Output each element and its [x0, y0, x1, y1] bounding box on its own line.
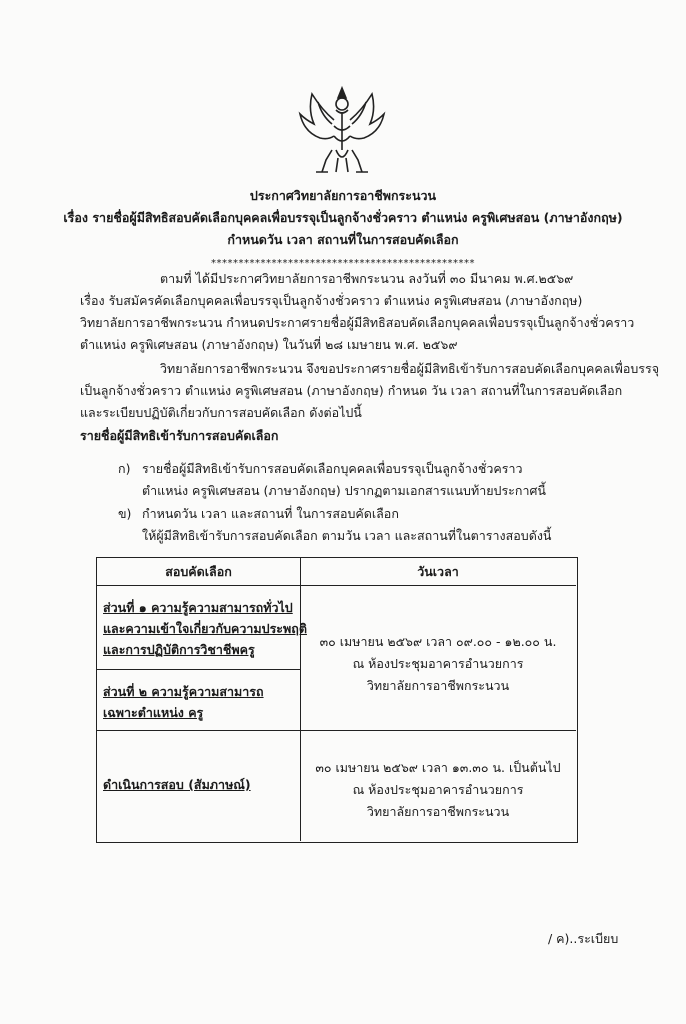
- item-a-line1: รายชื่อผู้มีสิทธิเข้ารับการสอบคัดเลือกบุคคลเพื่อบรรจุเป็นลูกจ้างชั่วคราว: [142, 461, 523, 476]
- schedule2-room: ณ ห้องประชุมอาคารอำนวยการ: [352, 782, 524, 797]
- paragraph2-line1: วิทยาลัยการอาชีพกระนวน จึงขอประกาศรายชื่อผู้มีสิทธิเข้ารับการสอบคัดเลือกบุคคลเพื่อบรรจุ: [160, 361, 660, 376]
- schedule1-place: วิทยาลัยการอาชีพกระนวน: [366, 678, 510, 693]
- exam-schedule-table: [96, 557, 578, 843]
- paragraph1-line4: ตำแหน่ง ครูพิเศษสอน (ภาษาอังกฤษ) ในวันที่ ๒๘ เมษายน พ.ศ. ๒๕๖๙: [80, 337, 458, 352]
- separator: ************************************************: [211, 258, 475, 269]
- item-b-line2: ให้ผู้มีสิทธิเข้ารับการสอบคัดเลือก ตามวัน เวลา และสถานที่ในตารางสอบดังนี้: [142, 528, 552, 543]
- announcement-title: ประกาศวิทยาลัยการอาชีพกระนวน: [249, 188, 437, 203]
- schedule2-date: ๓๐ เมษายน ๒๕๖๙ เวลา ๑๓.๓๐ น. เป็นต้นไป: [315, 760, 561, 775]
- paragraph2-line3: และระเบียบปฏิบัติเกี่ยวกับการสอบคัดเลือก ดังต่อไปนี้: [80, 405, 362, 420]
- footer-continuation-note: / ค)..ระเบียบ: [548, 931, 619, 946]
- table-header-datetime: วันเวลา: [417, 564, 459, 579]
- garuda-emblem-icon: [292, 80, 392, 180]
- item-b-marker: ข): [118, 506, 132, 521]
- table-row-divider: [97, 730, 576, 731]
- paragraph2-line2: เป็นลูกจ้างชั่วคราว ตำแหน่ง ครูพิเศษสอน (ภาษาอังกฤษ) กำหนด วัน เวลา สถานที่ในการสอบคัดเลือก: [80, 383, 623, 398]
- schedule1-date: ๓๐ เมษายน ๒๕๖๙ เวลา ๐๙.๐๐ - ๑๒.๐๐ น.: [319, 634, 557, 649]
- announcement-subject: เรื่อง รายชื่อผู้มีสิทธิสอบคัดเลือกบุคคลเพื่อบรรจุเป็นลูกจ้างชั่วคราว ตำแหน่ง ครูพิเศษสอน (ภาษาอังกฤษ): [63, 210, 623, 225]
- table-header-divider: [97, 585, 576, 586]
- part2-line2: เฉพาะตำแหน่ง ครู: [103, 705, 204, 720]
- paragraph1-line2: เรื่อง รับสมัครคัดเลือกบุคคลเพื่อบรรจุเป็นลูกจ้างชั่วคราว ตำแหน่ง ครูพิเศษสอน (ภาษาอังกฤษ): [80, 293, 583, 308]
- section-heading: รายชื่อผู้มีสิทธิเข้ารับการสอบคัดเลือก: [80, 428, 279, 443]
- table-header-exam: สอบคัดเลือก: [165, 564, 232, 579]
- announcement-subtitle: กำหนดวัน เวลา สถานที่ในการสอบคัดเลือก: [227, 232, 459, 247]
- schedule2-place: วิทยาลัยการอาชีพกระนวน: [366, 804, 510, 819]
- part1-line3: และการปฏิบัติการวิชาชีพครู: [103, 642, 255, 657]
- item-a-line2: ตำแหน่ง ครูพิเศษสอน (ภาษาอังกฤษ) ปรากฏตามเอกสารแนบท้ายประกาศนี้: [142, 483, 546, 498]
- schedule1-room: ณ ห้องประชุมอาคารอำนวยการ: [352, 656, 524, 671]
- paragraph1-line1: ตามที่ ได้มีประกาศวิทยาลัยการอาชีพกระนวน ลงวันที่ ๓๐ มีนาคม พ.ศ.๒๕๖๙: [160, 271, 574, 286]
- item-b-line1: กำหนดวัน เวลา และสถานที่ ในการสอบคัดเลือก: [142, 506, 399, 521]
- part1-line1: ส่วนที่ ๑ ความรู้ความสามารถทั่วไป: [103, 600, 293, 615]
- table-part-divider: [97, 669, 300, 670]
- part1-line2: และความเข้าใจเกี่ยวกับความประพฤติ: [103, 621, 307, 636]
- item-a-marker: ก): [118, 461, 131, 476]
- interview-label: ดำเนินการสอบ (สัมภาษณ์): [103, 777, 251, 792]
- paragraph1-line3: วิทยาลัยการอาชีพกระนวน กำหนดประกาศรายชื่อผู้มีสิทธิสอบคัดเลือกบุคคลเพื่อบรรจุเป็นลูกจ้างชั่วคราว: [80, 315, 635, 330]
- part2-line1: ส่วนที่ ๒ ความรู้ความสามารถ: [103, 684, 264, 699]
